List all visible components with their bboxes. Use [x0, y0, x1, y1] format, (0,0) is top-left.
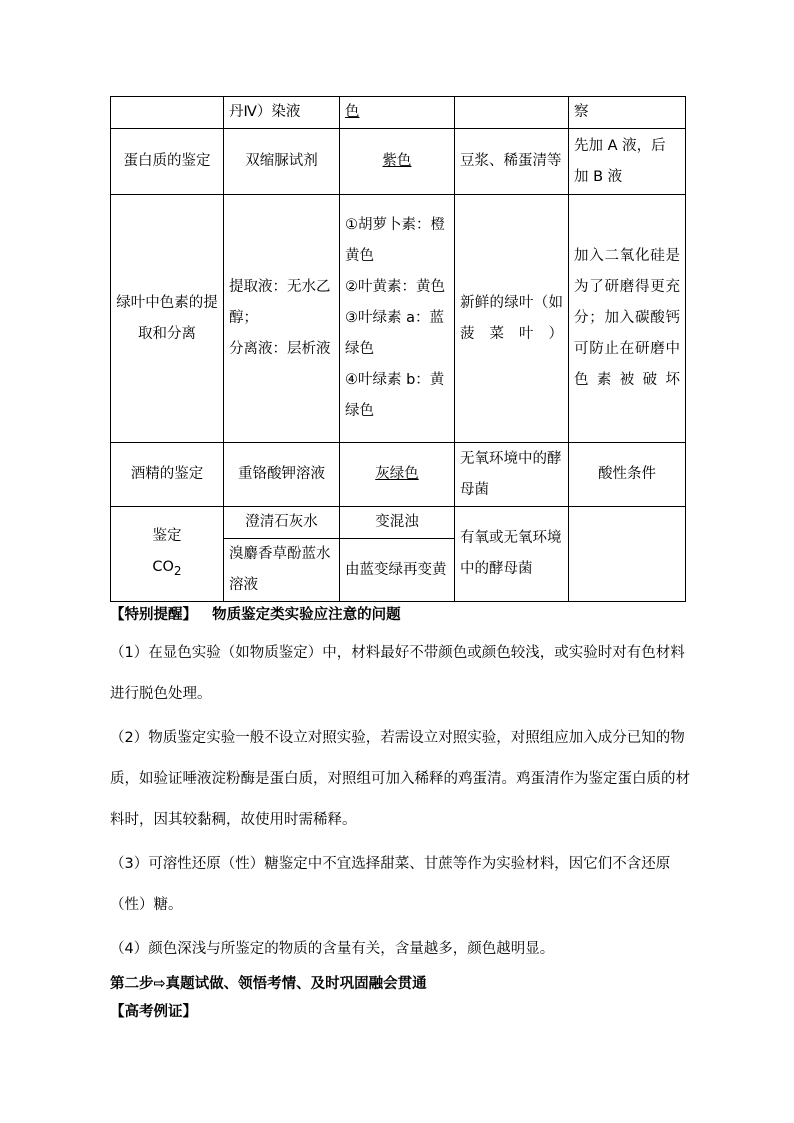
experiment-table — [110, 96, 686, 602]
table-cell: 由蓝变绿再变黄 — [340, 539, 455, 602]
table-cell: 察 — [569, 97, 686, 129]
paragraph: （1）在显色实验（如物质鉴定）中，材料最好不带颜色或颜色较浅，或实验时对有色材料进行脱色处理。 — [110, 645, 685, 702]
table-cell: 色 — [340, 97, 455, 129]
table-cell — [111, 97, 224, 129]
table-cell: 提取液：无水乙醇； 分离液：层析液 — [224, 195, 340, 443]
table-cell — [455, 97, 569, 129]
table-cell: 蛋白质的鉴定 — [111, 129, 224, 195]
table-cell: 先加 A 液，后加 B 液 — [569, 129, 686, 195]
table-cell: 变混浊 — [340, 507, 455, 539]
arrow-icon: ⇨ — [153, 976, 166, 992]
table-cell: 双缩脲试剂 — [224, 129, 340, 195]
table-row — [111, 443, 686, 507]
table-cell — [569, 507, 686, 602]
table-cell: 灰绿色 — [340, 443, 455, 507]
table-cell: 加入二氧化硅是为了研磨得更充分；加入碳酸钙可防止在研磨中色素被破坏 — [569, 195, 686, 443]
table-cell: 紫色 — [340, 129, 455, 195]
notes-section — [110, 600, 690, 1026]
table-cell: 重铬酸钾溶液 — [224, 443, 340, 507]
table-cell: 绿叶中色素的提取和分离 — [111, 195, 224, 443]
table-row — [111, 129, 686, 195]
step-heading: 第二步⇨真题试做、领悟考情、及时巩固融会贯通 — [110, 976, 427, 992]
table-row — [111, 97, 686, 129]
table-cell: ①胡萝卜素：橙黄色 ②叶黄素：黄色 ③叶绿素 a：蓝绿色 ④叶绿素 b：黄绿色 — [340, 195, 455, 443]
table-cell: 新鲜的绿叶（如菠菜叶） — [455, 195, 569, 443]
paragraph: （4）颜色深浅与所鉴定的物质的含量有关，含量越多，颜色越明显。 — [110, 941, 555, 957]
section-header: 【特别提醒】 物质鉴定类实验应注意的问题 — [110, 607, 401, 623]
example-heading: 【高考例证】 — [110, 1004, 197, 1020]
table-cell: 无氧环境中的酵母菌 — [455, 443, 569, 507]
table-cell: 鉴定 $CO_2$ — [111, 507, 224, 602]
table-cell: 豆浆、稀蛋清等 — [455, 129, 569, 195]
table-cell: 酒精的鉴定 — [111, 443, 224, 507]
paragraph: （2）物质鉴定实验一般不设立对照实验，若需设立对照实验，对照组应加入成分已知的物质，如验证唾液淀粉酶是蛋白质，对照组可加入稀释的鸡蛋清。鸡蛋清作为鉴定蛋白质的材料时，因其较黏稠，故使用时需稀释。 — [110, 730, 690, 828]
table-cell: 澄清石灰水 — [224, 507, 340, 539]
paragraph: （3）可溶性还原（性）糖鉴定中不宜选择甜菜、甘蔗等作为实验材料，因它们不含还原（性）糖。 — [110, 856, 671, 913]
table-row — [111, 507, 686, 539]
table-cell: 酸性条件 — [569, 443, 686, 507]
table-cell: 溴麝香草酚蓝水溶液 — [224, 539, 340, 602]
table-row — [111, 195, 686, 443]
table-cell: 丹Ⅳ）染液 — [224, 97, 340, 129]
table-cell: 有氧或无氧环境中的酵母菌 — [455, 507, 569, 602]
